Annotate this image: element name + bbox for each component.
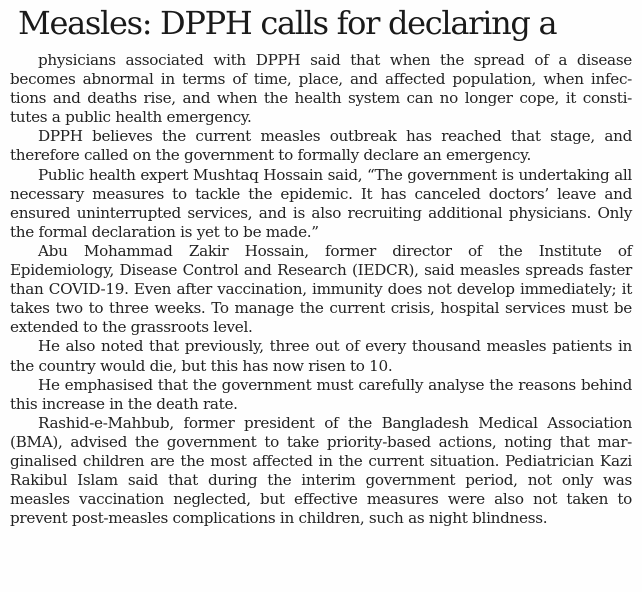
paragraph-dpph-definition: physicians associated with DPPH said that when the spread of a disease becomes abnormal in terms of time, place, and affected population, when infec-tions and deaths rise, and when the health system can no longer cope, it consti-tutes a public health emergency. bbox=[10, 51, 632, 127]
paragraph-dpph-belief: DPPH believes the current measles outbreak has reached that stage, and therefore called on the government to formally declare an emergency. bbox=[10, 127, 632, 165]
paragraph-analyse-reasons: He emphasised that the government must carefully analyse the reasons behind this increase in the death rate. bbox=[10, 375, 632, 413]
headline: Measles: DPPH calls for declaring a bbox=[18, 4, 557, 42]
paragraph-zakir-hossain: Abu Mohammad Zakir Hossain, former director of the Institute of Epidemiology, Disease Control and Research (IEDCR), said measles spreads faster than COVID-19. Even after vaccination, immunity does not develop immediately; it takes two to three weeks. To manage the current crisis, hospital services must be extended to the grassroots level. bbox=[10, 241, 632, 337]
paragraph-rashid-e-mahbub: Rashid-e-Mahbub, former president of the Bangladesh Medical Association (BMA), advised the government to take priority-based actions, noting that mar-ginalised children are the most affected in the current situation. Pediatrician Kazi Rakibul Islam said that during the interim government period, not only was measles vaccination neglected, but effective measures were also not taken to prevent post-measles complications in children, such as night blindness. bbox=[10, 413, 632, 528]
paragraph-death-rate: He also noted that previously, three out of every thousand measles patients in the country would die, but this has now risen to 10. bbox=[10, 337, 632, 375]
paragraph-mushtaq-hossain: Public health expert Mushtaq Hossain said, “The government is undertaking all necessary measures to tackle the epidemic. It has canceled doctors’ leave and ensured uninterrupted services, and is also recruiting additional physicians. Only the formal declaration is yet to be made.” bbox=[10, 165, 632, 241]
article-body bbox=[10, 51, 632, 528]
